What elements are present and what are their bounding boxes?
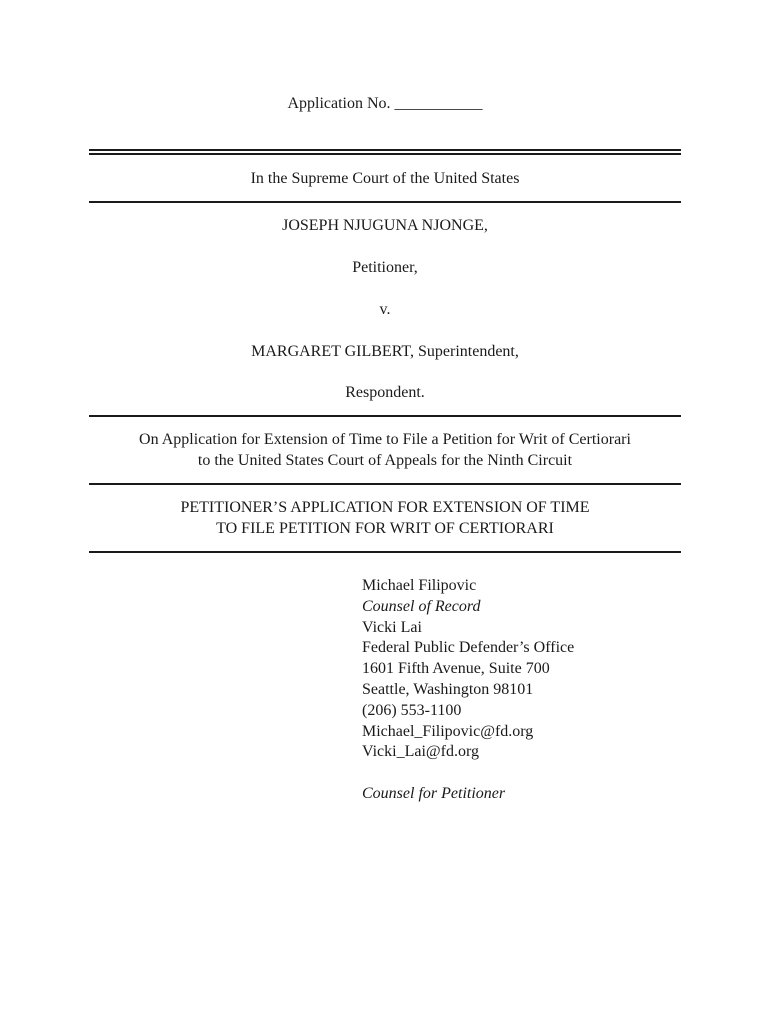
title-rule [89,551,681,553]
counsel-spacer [362,763,682,784]
proceeding-line-1: On Application for Extension of Time to File a Petition for Writ of Certiorari [139,431,631,448]
proceeding-rule [89,483,681,485]
header-double-rule [89,149,681,155]
versus: v. [379,301,391,318]
petitioner-role: Petitioner, [352,259,418,276]
application-number: Application No. ___________ [287,95,483,112]
counsel-email-2: Vicki_Lai@fd.org [362,743,480,761]
petitioner-name: JOSEPH NJUGUNA NJONGE, [282,217,488,234]
court-rule [89,201,681,203]
counsel-block [362,576,682,805]
respondent-role: Respondent. [345,384,425,401]
proceeding-line-2: to the United States Court of Appeals for the Ninth Circuit [197,452,573,469]
counsel-office: Federal Public Defender’s Office [362,639,575,657]
counsel-name: Michael Filipovic [362,577,477,594]
title-line-2: TO FILE PETITION FOR WRIT OF CERTIORARI [216,520,554,537]
counsel-city: Seattle, Washington 98101 [362,680,534,698]
court-name: In the Supreme Court of the United States [250,170,520,187]
counsel-street: 1601 Fifth Avenue, Suite 700 [362,660,550,678]
respondent-name: MARGARET GILBERT, Superintendent, [251,343,519,360]
counsel-phone: (206) 553-1100 [362,701,462,719]
counsel-designation: Counsel of Record [362,597,481,615]
title-line-1: PETITIONER’S APPLICATION FOR EXTENSION OF TIME [180,499,590,516]
caption-rule [89,415,681,417]
counsel-role: Counsel for Petitioner [362,784,506,802]
co-counsel-name: Vicki Lai [362,618,422,636]
counsel-email-1: Michael_Filipovic@fd.org [362,722,534,740]
